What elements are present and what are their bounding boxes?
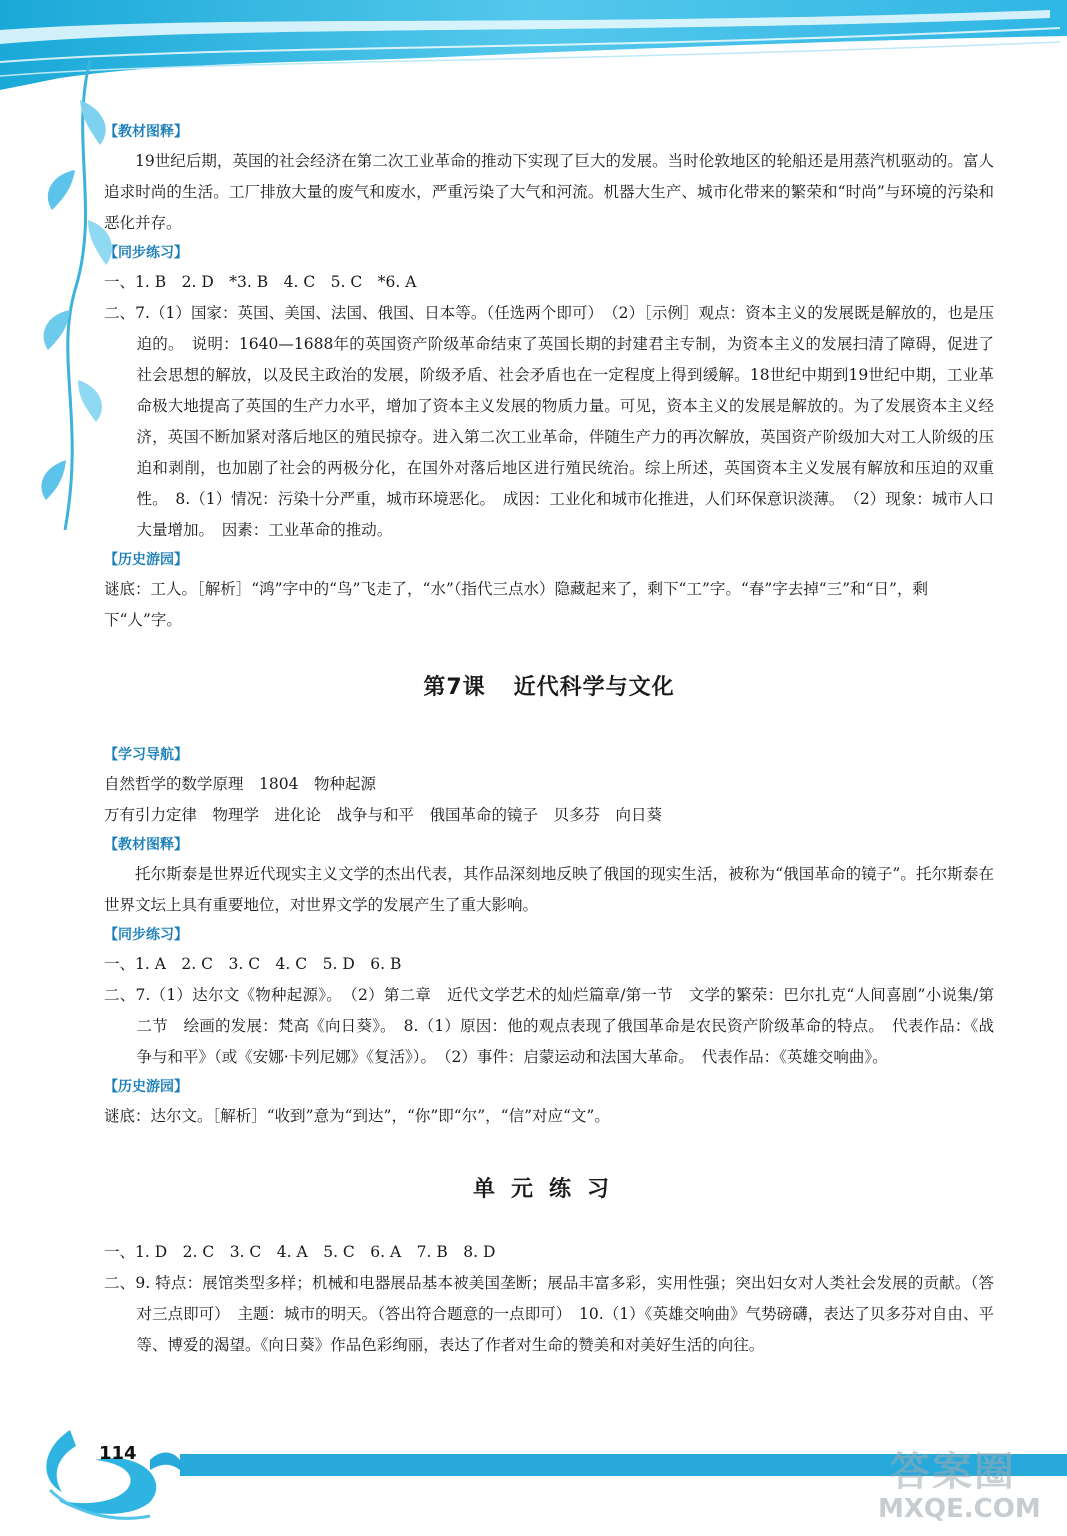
section-tag-garden: 【历史游园】 <box>104 1079 188 1095</box>
unit-choice-answers: 一、1. D 2. C 3. C 4. A 5. C 6. A 7. B 8. D <box>104 1243 496 1261</box>
lesson-name: 近代科学与文化 <box>513 675 675 700</box>
answer-content <box>104 118 994 1361</box>
practice-open-answers: 二、7.（1）国家：英国、美国、法国、俄国、日本等。（任选两个即可） （2）［示例］观点：资本主义的发展既是解放的，也是压迫的。 说明：1640—1688年的英国资产阶级革命结束了英国长期的封建君主专制，为资本主义的发展扫清了障碍，促进了社会思想的解放，以及民主政治的发展，阶级矛盾、社会矛盾也在一定程度上得到缓解。18世纪中期到19世纪中期，工业革命极大地提高了英国的生产力水平，增加了资本主义发展的物质力量。可见，资本主义的发展是解放的。为了发展资本主义经济，英国不断加紧对落后地区的殖民掠夺。进入第二次工业革命，伴随生产力的再次解放，英国资产阶级加大对工人阶级的压迫和剥削，也加剧了社会的两极分化，在国外对落后地区进行殖民统治。综上所述，英国资本主义发展有解放和压迫的双重性。 8.（1）情况：污染十分严重，城市环境恶化。 成因：工业化和城市化推进，人们环保意识淡薄。 （2）现象：城市人口大量增加。 因素：工业革命的推动。 <box>104 304 994 539</box>
practice-choice-answers: 一、1. A 2. C 3. C 4. C 5. D 6. B <box>104 955 402 973</box>
materials-paragraph: 托尔斯泰是世界近代现实主义文学的杰出代表，其作品深刻地反映了俄国的现实生活，被称为“俄国革命的镜子”。托尔斯泰在世界文坛上具有重要地位，对世界文学的发展产生了重大影响。 <box>104 865 994 914</box>
watermark-logo: 答案圈 <box>890 1449 1016 1495</box>
section-tag-practice: 【同步练习】 <box>104 245 188 261</box>
practice-choice-answers: 一、1. B 2. D *3. B 4. C 5. C *6. A <box>104 273 417 291</box>
top-wave-banner <box>0 0 1067 110</box>
unit-open-answers: 二、9. 特点：展馆类型多样；机械和电器展品基本被美国垄断；展品丰富多彩，实用性强；突出妇女对人类社会发展的贡献。（答对三点即可） 主题：城市的明天。（答出符合题意的一点即可） 10.（1）《英雄交响曲》气势磅礴，表达了贝多芬对自由、平等、博爱的渴望。《向日葵》作品色彩绚丽，表达了作者对生命的赞美和对美好生活的向往。 <box>104 1274 994 1354</box>
practice-open-answers: 二、7.（1）达尔文《物种起源》。 （2）第二章 近代文学艺术的灿烂篇章/第一节 文学的繁荣：巴尔扎克“人间喜剧”小说集/第二节 绘画的发展：梵高《向日葵》。 8.（1）原因：他的观点表现了俄国革命是农民资产阶级革命的特点。 代表作品：《战争与和平》（或《安娜·卡列尼娜》《复活》）。 （2）事件：启蒙运动和法国大革命。 代表作品：《英雄交响曲》。 <box>104 986 994 1066</box>
section-tag-practice: 【同步练习】 <box>104 927 188 943</box>
watermark-url: MXQE.COM <box>878 1494 1041 1524</box>
section-tag-guide: 【学习导航】 <box>104 747 188 763</box>
section-tag-garden: 【历史游园】 <box>104 552 188 568</box>
section-tag-materials: 【教材图释】 <box>104 124 188 140</box>
page-number: 114 <box>99 1443 137 1464</box>
lesson-number: 第7课 <box>423 675 486 700</box>
guide-line-2: 万有引力定律 物理学 进化论 战争与和平 俄国革命的镜子 贝多芬 向日葵 <box>104 806 663 824</box>
riddle-answer: 谜底：达尔文。［解析］“收到”意为“到达”，“你”即“尔”，“信”对应“文”。 <box>104 1107 610 1125</box>
materials-paragraph: 19世纪后期，英国的社会经济在第二次工业革命的推动下实现了巨大的发展。当时伦敦地区的轮船还是用蒸汽机驱动的。富人追求时尚的生活。工厂排放大量的废气和废水，严重污染了大气和河流。机器大生产、城市化带来的繁荣和“时尚”与环境的污染和恶化并存。 <box>104 152 994 232</box>
section-tag-materials: 【教材图释】 <box>104 837 188 853</box>
riddle-answer: 谜底：工人。［解析］“鸿”字中的“鸟”飞走了，“水”（指代三点水）隐藏起来了，剩下“工”字。“春”字去掉“三”和“日”，剩下“人”字。 <box>104 580 928 629</box>
unit-exercise-title: 单元练习 <box>472 1177 625 1202</box>
guide-line-1: 自然哲学的数学原理 1804 物种起源 <box>104 775 376 793</box>
lesson-title <box>104 670 994 701</box>
